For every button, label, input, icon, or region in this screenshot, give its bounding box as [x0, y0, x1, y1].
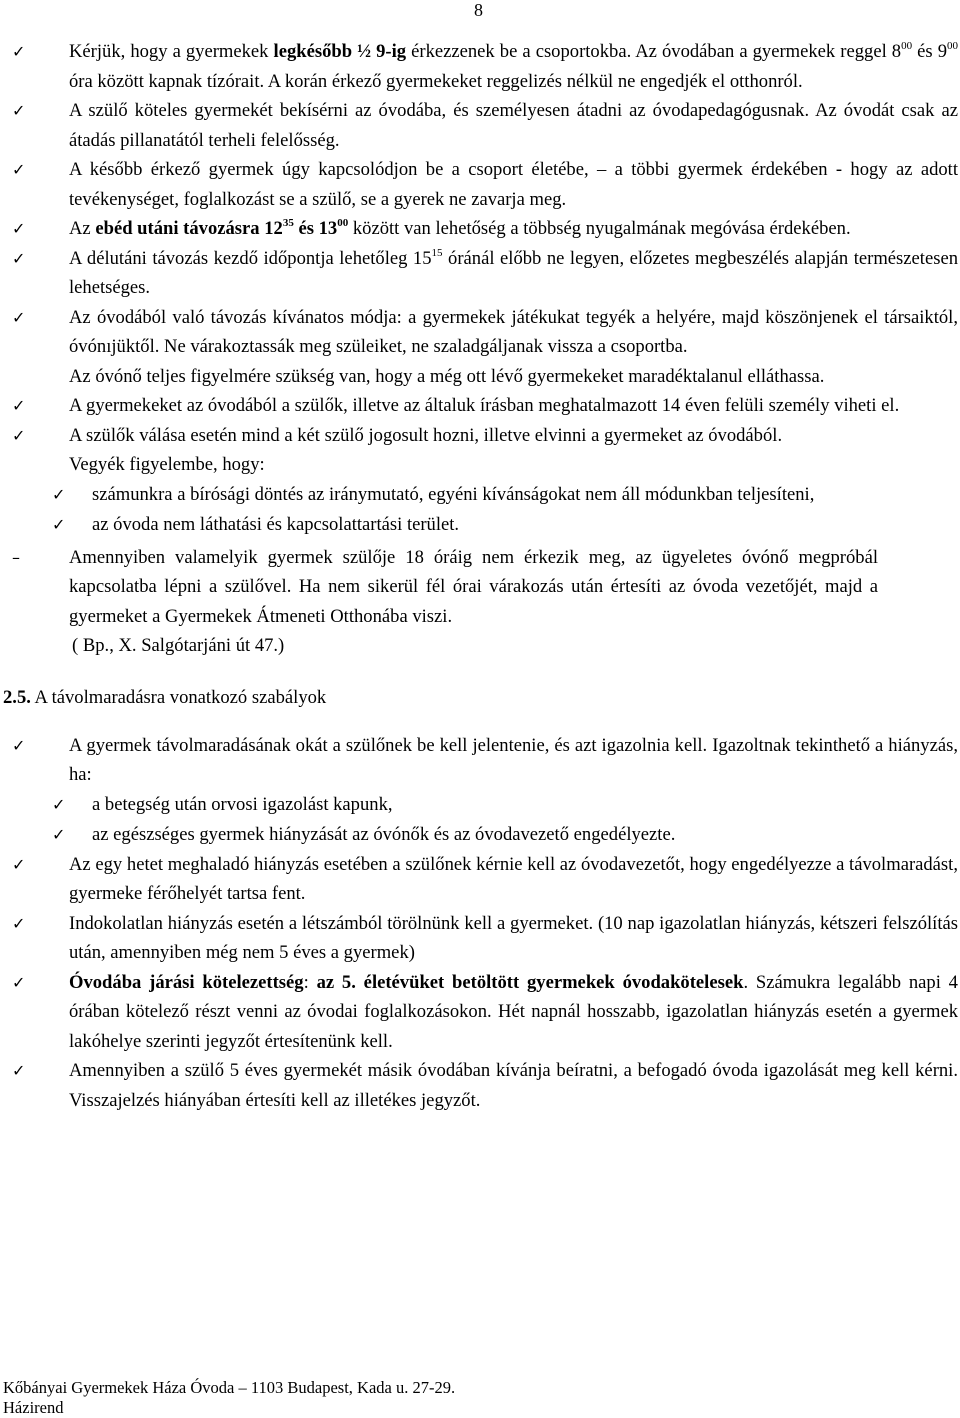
list-item-text: A délutáni távozás kezdő időpontja lehetőleg 15	[69, 247, 432, 269]
list-item-text: Az óvodából való távozás kívánatos módja: a gyermekek játékukat tegyék a helyére, majd köszönjenek el társaiktól, óvónıjüktől. Ne várakoztassák meg szüleiket, ne szaladgáljanak vissza a csoportba.	[69, 306, 958, 357]
list-item-text: . Számukra legalább napi 4 órában kötelező részt venni az óvodai foglalkozásokon. Hét napnál hosszabb, igazolatlan hiányzás esetén a gyermek lakóhelye szerinti jegyzőt értesítenünk kell.	[69, 971, 958, 1052]
list-item-text: érkezzenek be a csoportokba. Az óvodában a gyermekek reggel 8	[406, 41, 902, 62]
list-item-text: :	[303, 971, 317, 993]
late-parent-address: ( Bp., X. Salgótarjáni út 47.)	[72, 635, 285, 656]
list-item-text: Az egy hetet meghaladó hiányzás esetében a szülőnek kérnie kell az óvodavezetőt, hogy engedélyezze a távolmaradást, gyermeke férőhelyét tartsa fent.	[69, 853, 958, 904]
sub-list-divorce	[52, 480, 958, 540]
rules-list-absence	[12, 850, 958, 1116]
section-number: 2.5.	[3, 686, 31, 708]
list-item-text: 35	[282, 217, 294, 229]
sub-list-item-text: számunkra a bírósági döntés az iránymutató, egyéni kívánságokat nem áll módunkban teljesíteni,	[92, 483, 815, 505]
list-item-text: A gyermekeket az óvodából a szülők, illetve az általuk írásban meghatalmazott 14 éven felüli személy viheti el.	[69, 395, 900, 416]
list-item	[12, 96, 958, 155]
list-item-text: legkésőbb ½ 9-ig	[273, 41, 407, 62]
check-mark-icon: ✓	[12, 913, 26, 933]
sub-list-justified	[52, 790, 958, 850]
check-mark-icon: ✓	[12, 307, 26, 327]
check-mark-icon: ✓	[12, 219, 26, 238]
list-item-text: Amennyiben a szülő 5 éves gyermekét másik óvodában kívánja beíratni, a befogadó óvoda igazolását meg kell kérni. Visszajelzés hiányában értesíti kell az illetékes jegyzőt.	[69, 1060, 958, 1111]
list-item-text: 15	[431, 246, 443, 259]
list-item	[12, 214, 958, 244]
check-mark-icon: ✓	[12, 248, 26, 268]
list-item-text: 00	[947, 40, 959, 52]
footer-address: Kőbányai Gyermekek Háza Óvoda – 1103 Budapest, Kada u. 27-29.	[3, 1378, 456, 1397]
check-mark-icon: ✓	[12, 1061, 26, 1080]
page-number: 8	[474, 0, 483, 20]
list-item-text: Az	[69, 218, 96, 239]
check-mark-icon: ✓	[52, 514, 66, 534]
list-item	[12, 909, 958, 968]
list-item-text: A később érkező gyermek úgy kapcsolódjon be a csoport életébe, – a többi gyermek érdekében - hogy az adott tevékenységet, foglalkozást se a szülő, se a gyerek ne zavarja meg.	[69, 159, 958, 210]
paragraph-teacher-attention: Az óvónő teljes figyelmére szükség van, hogy a még ott lévő gyermekeket maradéktalanul elláthassa.	[69, 365, 825, 387]
list-item	[12, 244, 958, 303]
list-item	[12, 303, 958, 362]
list-item-text: és 13	[293, 218, 338, 239]
sub-list-item	[52, 820, 958, 850]
check-mark-icon: ✓	[12, 396, 26, 415]
late-parent-text: Amennyiben valamelyik gyermek szülője 18 óráig nem érkezik meg, az ügyeletes óvónő megpróbál kapcsolatba lépni a szülővel. Ha nem sikerül fél órai várakozás után értesíti az óvoda vezetőjét, majd a gyermeket a Gyermekek Átmeneti Otthonába viszi.	[69, 546, 878, 627]
list-item-text: 00	[337, 217, 349, 229]
list-item-text: A szülők válása esetén mind a két szülő jogosult hozni, illetve elvinni a gyermeket az óvodából.	[69, 424, 783, 446]
check-mark-icon: ✓	[52, 484, 66, 504]
list-item-text: A szülő köteles gyermekét bekísérni az óvodába, és személyesen átadni az óvodapedagógusnak. Az óvodát csak az átadás pillanatától terheli felelősség.	[69, 100, 958, 151]
list-item	[12, 37, 958, 96]
list-item-text: 00	[901, 40, 913, 52]
paragraph-consider: Vegyék figyelembe, hogy:	[69, 454, 265, 475]
check-mark-icon: ✓	[12, 42, 26, 61]
check-mark-icon: ✓	[12, 854, 26, 874]
list-item	[12, 391, 958, 421]
list-item-absence	[12, 731, 958, 790]
list-item-text: óránál előbb ne legyen, előzetes megbeszélés alapján természetesen lehetséges.	[69, 247, 958, 298]
list-item	[12, 155, 958, 214]
list-item	[12, 850, 958, 909]
sub-list-item-text: az egészséges gyermek hiányzását az óvónők és az óvodavezető engedélyezte.	[92, 823, 676, 845]
rules-list-arrival	[12, 37, 958, 362]
check-mark-icon: ✓	[52, 794, 66, 814]
list-item-text: és 9	[912, 41, 948, 62]
rules-list-pickup	[12, 391, 958, 450]
check-mark-icon: ✓	[12, 972, 26, 992]
check-mark-icon: ✓	[52, 824, 66, 844]
list-item-text: óra között kapnak tízórait. A korán érkező gyermekeket reggelizés nélkül ne engedjék el otthonról.	[69, 70, 803, 92]
list-item	[12, 421, 958, 451]
footer	[3, 1378, 455, 1418]
check-mark-icon: ✓	[12, 160, 26, 179]
list-item-text: Indokolatlan hiányzás esetén a létszámból törölnünk kell a gyermeket. (10 nap igazolatlan hiányzás, kétszeri felszólítás után, amennyiben még nem 5 éves a gyermek)	[69, 912, 958, 963]
list-item-text: Óvodába járási kötelezettség	[69, 971, 304, 993]
section-title-text: A távolmaradásra vonatkozó szabályok	[30, 686, 327, 708]
list-item-late-parent	[12, 543, 958, 661]
dash-icon: –	[12, 547, 20, 567]
list-item	[12, 1056, 958, 1115]
sub-list-item-text: az óvoda nem láthatási és kapcsolattartási terület.	[92, 513, 460, 535]
list-item	[12, 968, 958, 1057]
footer-title: Házirend	[3, 1398, 64, 1417]
sub-list-item	[52, 790, 958, 820]
check-mark-icon: ✓	[12, 735, 26, 755]
sub-list-item	[52, 510, 958, 540]
list-item-text: Kérjük, hogy a gyermekek	[69, 41, 274, 62]
check-mark-icon: ✓	[12, 425, 26, 445]
list-item-text: az 5. életévüket betöltött gyermekek óvodakötelesek	[316, 971, 744, 993]
document-body	[3, 37, 959, 1115]
list-item-text: között van lehetőség a többség nyugalmának megóvása érdekében.	[348, 218, 851, 239]
sub-list-item	[52, 480, 958, 510]
section-title	[3, 683, 958, 712]
sub-list-item-text: a betegség után orvosi igazolást kapunk,	[92, 793, 393, 815]
check-mark-icon: ✓	[12, 101, 26, 120]
absence-text: A gyermek távolmaradásának okát a szülőnek be kell jelentenie, és azt igazolnia kell. Igazoltnak tekinthető a hiányzás, ha:	[69, 734, 958, 785]
list-item-text: ebéd utáni távozásra 12	[95, 218, 283, 239]
